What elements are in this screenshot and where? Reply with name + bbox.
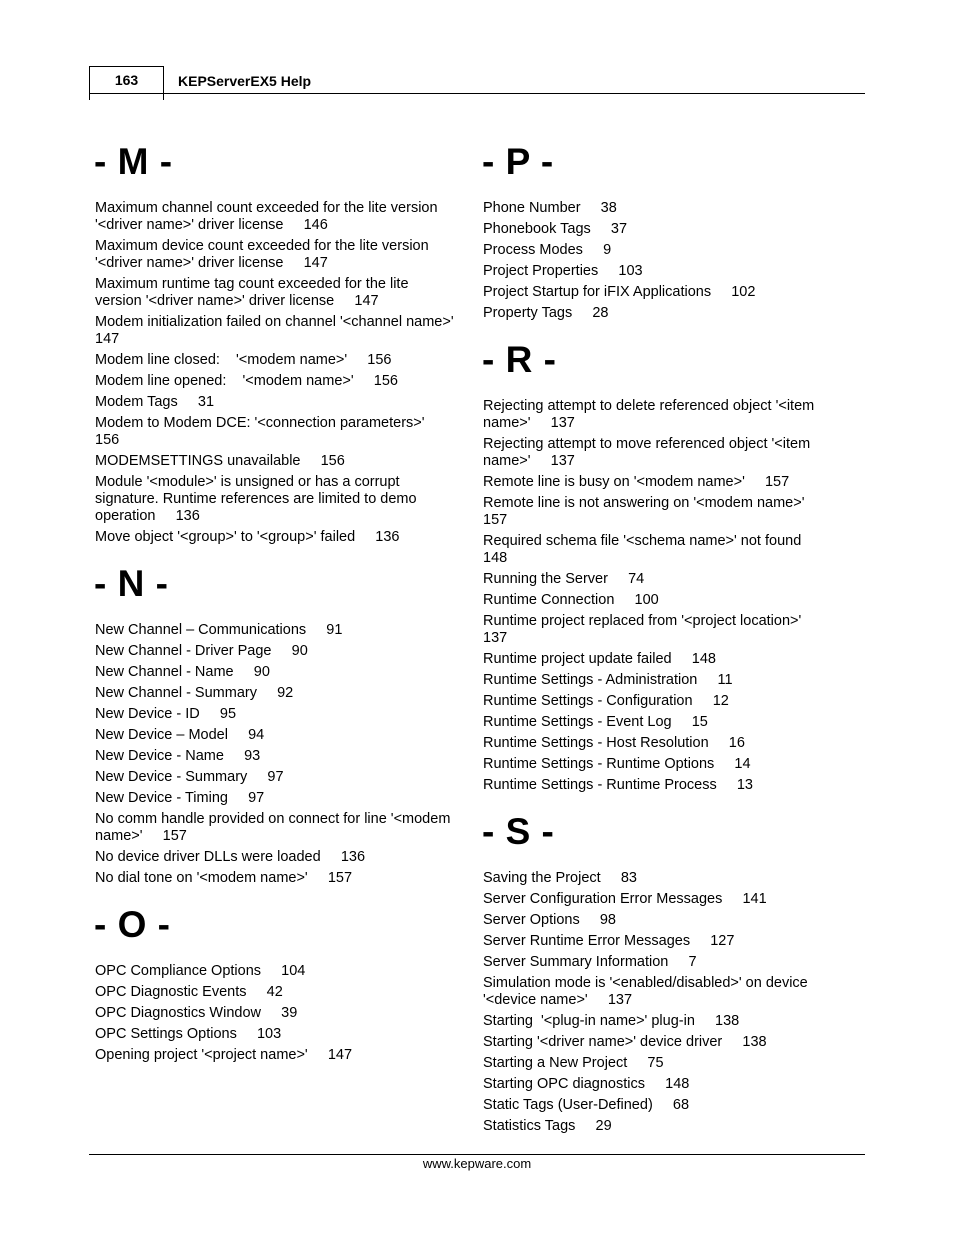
index-column-right <box>483 140 843 1151</box>
index-entry[interactable]: Move object '<group>' to '<group>' failed 136 <box>95 529 400 545</box>
index-section <box>483 338 843 794</box>
index-entry[interactable]: Runtime Settings - Event Log 15 <box>483 714 708 730</box>
index-entry[interactable]: Static Tags (User-Defined) 68 <box>483 1097 690 1113</box>
index-entry[interactable]: Runtime project update failed 148 <box>483 651 716 667</box>
index-entry-list <box>95 200 474 546</box>
index-entry[interactable]: Project Startup for iFIX Applications 102 <box>483 284 756 300</box>
index-section <box>483 810 843 1135</box>
index-entry[interactable]: Runtime Settings - Runtime Options 14 <box>483 756 751 772</box>
index-entry[interactable]: Starting a New Project 75 <box>483 1055 664 1071</box>
index-entry[interactable]: Maximum runtime tag count exceeded for the lite version '<driver name>' driver license 147 <box>95 276 413 309</box>
index-entry[interactable]: New Device - ID 95 <box>95 706 237 722</box>
index-entry[interactable]: Required schema file '<schema name>' not found 148 <box>483 533 822 566</box>
index-entry[interactable]: Maximum device count exceeded for the lite version '<driver name>' driver license 147 <box>95 238 433 271</box>
index-entry[interactable]: Server Configuration Error Messages 141 <box>483 891 767 907</box>
index-entry[interactable]: Modem line opened: '<modem name>' 156 <box>95 373 398 389</box>
index-entry[interactable]: Starting OPC diagnostics 148 <box>483 1076 690 1092</box>
page-number: 163 <box>114 72 139 88</box>
index-entry[interactable]: Phonebook Tags 37 <box>483 221 628 237</box>
index-entry[interactable]: New Channel – Communications 91 <box>95 622 343 638</box>
index-entry[interactable]: Module '<module>' is unsigned or has a corrupt signature. Runtime references are limited to demo operation 136 <box>95 474 421 524</box>
index-entry[interactable]: OPC Diagnostics Window 39 <box>95 1005 298 1021</box>
footer-divider <box>89 1154 865 1155</box>
index-entry[interactable]: Maximum channel count exceeded for the lite version '<driver name>' driver license 146 <box>95 200 442 233</box>
index-entry[interactable]: OPC Settings Options 103 <box>95 1026 282 1042</box>
index-entry[interactable]: Property Tags 28 <box>483 305 609 321</box>
index-entry-list <box>95 963 455 1064</box>
index-entry[interactable]: Phone Number 38 <box>483 200 617 216</box>
index-entry[interactable]: Remote line is busy on '<modem name>' 157 <box>483 474 790 490</box>
index-entry[interactable]: Modem line closed: '<modem name>' 156 <box>95 352 392 368</box>
index-entry-list <box>483 398 843 794</box>
index-column-left <box>94 140 474 1080</box>
index-entry-list <box>483 200 843 322</box>
index-entry[interactable]: Starting '<plug-in name>' plug-in 138 <box>483 1013 740 1029</box>
index-entry[interactable]: Server Summary Information 7 <box>483 954 697 970</box>
index-entry[interactable]: Remote line is not answering on '<modem name>' 157 <box>483 495 825 528</box>
index-entry[interactable]: Runtime project replaced from '<project location>' 137 <box>483 613 822 646</box>
index-entry[interactable]: Server Runtime Error Messages 127 <box>483 933 735 949</box>
index-entry[interactable]: Server Options 98 <box>483 912 616 928</box>
index-entry[interactable]: Opening project '<project name>' 147 <box>95 1047 353 1063</box>
index-entry[interactable]: Statistics Tags 29 <box>483 1118 612 1134</box>
index-entry[interactable]: Saving the Project 83 <box>483 870 637 886</box>
footer-url: www.kepware.com <box>422 1156 532 1171</box>
section-letter-heading: - O - <box>94 904 171 945</box>
index-entry[interactable]: Modem to Modem DCE: '<connection parameters>' 156 <box>95 415 445 448</box>
index-entry[interactable]: Rejecting attempt to move referenced object '<item name>' 137 <box>483 436 815 469</box>
index-entry[interactable]: Modem initialization failed on channel '<channel name>' 147 <box>95 314 474 347</box>
index-entry[interactable]: Modem Tags 31 <box>95 394 215 410</box>
section-letter-heading: - M - <box>94 141 173 182</box>
index-entry[interactable]: Runtime Connection 100 <box>483 592 659 608</box>
section-letter-heading: - R - <box>482 339 557 380</box>
index-entry[interactable]: MODEMSETTINGS unavailable 156 <box>95 453 345 469</box>
index-entry[interactable]: Rejecting attempt to delete referenced object '<item name>' 137 <box>483 398 819 431</box>
section-letter-heading: - S - <box>482 811 555 852</box>
index-entry[interactable]: No dial tone on '<modem name>' 157 <box>95 870 353 886</box>
index-entry[interactable]: Simulation mode is '<enabled/disabled>' on device '<device name>' 137 <box>483 975 812 1008</box>
index-entry[interactable]: New Device - Summary 97 <box>95 769 284 785</box>
index-entry[interactable]: Runtime Settings - Host Resolution 16 <box>483 735 745 751</box>
index-entry[interactable]: New Device - Name 93 <box>95 748 261 764</box>
index-entry[interactable]: New Channel - Name 90 <box>95 664 270 680</box>
index-entry[interactable]: New Device – Model 94 <box>95 727 265 743</box>
index-entry[interactable]: New Channel - Driver Page 90 <box>95 643 308 659</box>
index-entry[interactable]: New Device - Timing 97 <box>95 790 265 806</box>
index-entry[interactable]: Runtime Settings - Runtime Process 13 <box>483 777 753 793</box>
index-entry-list <box>483 870 843 1135</box>
index-section <box>483 140 843 322</box>
index-entry-list <box>95 622 455 887</box>
index-entry[interactable]: Runtime Settings - Configuration 12 <box>483 693 729 709</box>
index-entry[interactable]: Running the Server 74 <box>483 571 645 587</box>
index-section <box>95 562 455 887</box>
header-divider <box>89 93 865 94</box>
index-entry[interactable]: No comm handle provided on connect for line '<modem name>' 157 <box>95 811 455 844</box>
index-section <box>94 140 474 546</box>
index-entry[interactable]: OPC Compliance Options 104 <box>95 963 306 979</box>
document-title: KEPServerEX5 Help <box>178 73 312 89</box>
section-letter-heading: - N - <box>94 563 169 604</box>
index-entry[interactable]: OPC Diagnostic Events 42 <box>95 984 283 1000</box>
index-entry[interactable]: No device driver DLLs were loaded 136 <box>95 849 366 865</box>
section-letter-heading: - P - <box>482 141 554 182</box>
index-entry[interactable]: Process Modes 9 <box>483 242 612 258</box>
index-entry[interactable]: Runtime Settings - Administration 11 <box>483 672 733 688</box>
index-entry[interactable]: Starting '<driver name>' device driver 138 <box>483 1034 767 1050</box>
index-section <box>95 903 455 1064</box>
index-entry[interactable]: Project Properties 103 <box>483 263 643 279</box>
index-entry[interactable]: New Channel - Summary 92 <box>95 685 294 701</box>
